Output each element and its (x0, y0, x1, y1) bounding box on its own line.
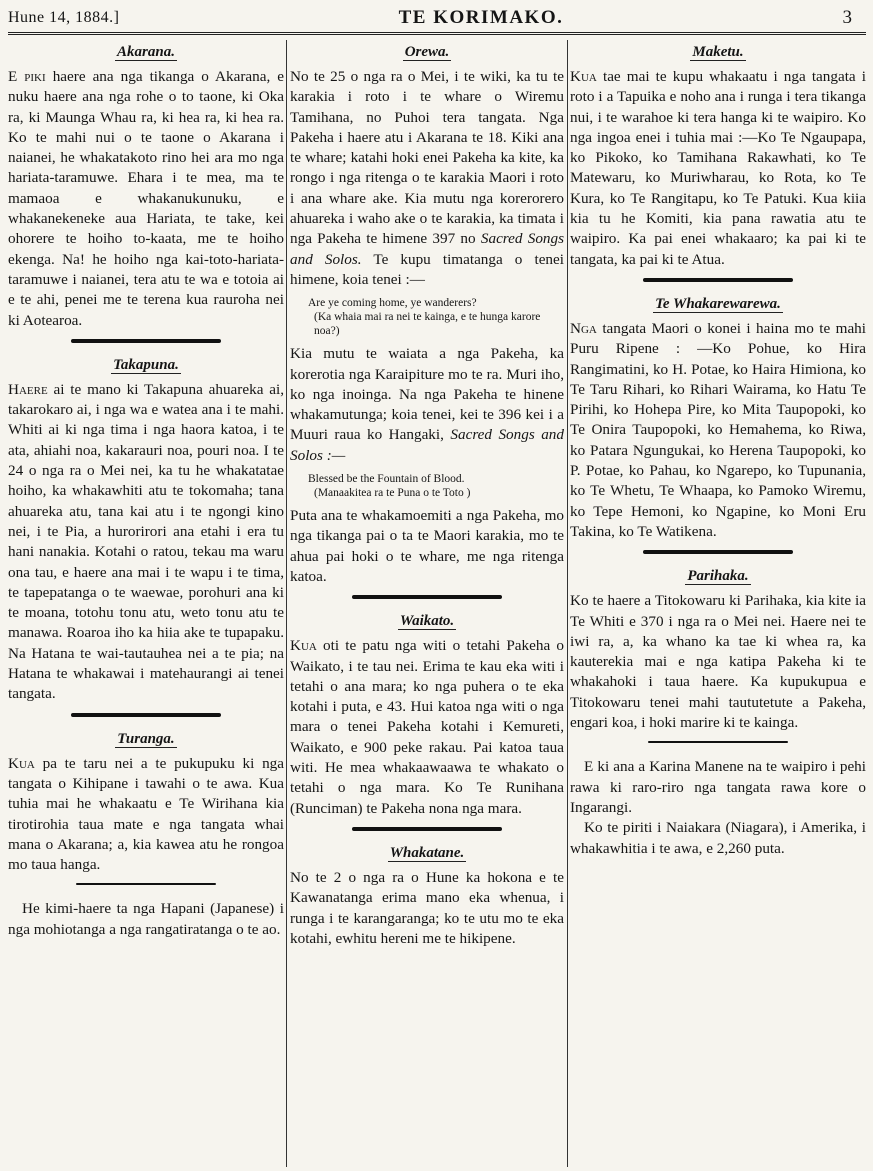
article-orewa-cont: Kia mutu te waiata a nga Pakeha, ka korerotia nga Karaipiture mo te ra. Muri iho, ko nga inoinga. Na nga Pakeha te hinene whakamutunga; koia tenei, kei te 396 kei i a Muuri raua ko Hangaki, Sacred Songs and Solos :— (290, 345, 564, 464)
section-divider (643, 550, 793, 554)
section-heading-orewa: Orewa. (404, 44, 450, 60)
article-whakatane: No te 2 o nga ra o Hune ka hokona e te Kawanatanga erima mano eka whenua, i runga i te karangaranga; ko te utu mo te eka kotahi, ewhitu hereni me te hikipene. (290, 868, 564, 947)
article-takapuna: Haere ai te mano ki Takapuna ahuareka ai, takarokaro ai, i nga wa e watea ana i te mahi. Whiti ai ki nga tima i nga haora katoa, i te ata, ahiahi noa, kakarauri noa, pouri noa. I te 24 o nga ra o Mei nei, ka tu he whakatatae hoiho, ka whakawhiti atu te tokomaha; tana ahuareka atu, tana kai atu i te ngongi kino nei, i te Pia, a hurorirori ana etahi i era tu hani nanakia. Kotahi o ratou, tekau ma waru ona tau, e haere ana mai i te wapu i te tima, te tapepatanga o te waewae, porohuri ana ki te moana, totohu tonu atu, weto tonu atu te manawa. Roaroa iho ka hiia ake te tupapaku. Na Hatana te wai-tautauhea nei a te pia; na Hatana te whakawai i matehaurangi ai tenei tangata. (8, 380, 284, 703)
article-parihaka: Ko te haere a Titokowaru ki Parihaka, kia kite ia Te Whiti e 370 i nga ra o Mei nei. Haere nei te iwi ra, a, ka whano ka tae ki whea ra, ka kauterekia mai e nga katipa Pakeha ki te whakahoki i taua haere. Ka kupukupua e Titokowaru tenei mahi taututetute a Pakeha, engari koa, i hoki marire ki te kainga. (570, 592, 866, 732)
section-divider (71, 339, 221, 343)
newspaper-title: TE KORIMAKO. (398, 7, 564, 28)
section-heading-whakarewarewa: Te Whakarewarewa. (655, 295, 781, 312)
section-divider (648, 741, 788, 743)
section-heading-akarana: Akarana. (117, 44, 175, 60)
column-2 (290, 40, 564, 1167)
page-number: 3 (842, 7, 852, 28)
hymn-quote-1: Are ye coming home, ye wanderers? (Ka whaia mai ra nei te kainga, e te hunga karore noa?) (308, 297, 541, 338)
section-divider (352, 827, 502, 831)
note-japanese: He kimi-haere ta nga Hapani (Japanese) i nga mohiotanga a nga rangatiratanga o te ao. (8, 900, 284, 938)
column-divider (286, 40, 287, 1167)
article-turanga: Kua pa te taru nei a te pukupuku ki nga tangata o Kihipane i tawahi o te awa. Kua tuhia mai he whakaatu e Te Wirihana kia tirotirohia taua mate e nga tangata whai mana o Akarana; a, kia kawea atu he rongoa mo taua hanga. (8, 754, 284, 874)
column-3 (570, 40, 866, 1167)
section-divider (76, 883, 216, 885)
section-heading-waikato: Waikato. (399, 613, 455, 630)
section-heading-whakatane: Whakatane. (389, 844, 465, 861)
masthead (8, 4, 866, 35)
section-heading-maketu: Maketu. (692, 44, 744, 60)
article-orewa-end: Puta ana te whakamoemiti a nga Pakeha, mo nga tikanga pai o ta te Maori karakia, mo te ahua pai hoki o te whare, me nga ritenga katoa. (290, 507, 564, 585)
note-niagara: Ko te piriti i Naiakara (Niagara), i Amerika, i whakawhitia i te awa, e 2,260 puta. (570, 819, 866, 857)
article-waikato: Kua oti te patu nga witi o tetahi Pakeha o Waikato, i te tau nei. Erima te kau eka witi i tetahi o ana mara; ko nga puhera o te eka kotahi i puta, e 43. Hui katoa nga witi o nga mara o tenei Pakeha kotahi i Kemureti, Waikato, e 900 peke rakau. Pai katoa taua witi. He mea whakaawaawa te whakato o tetahi o nga mara. Ko Te Runihana (Runciman) te Pakeha nona nga mara. (290, 637, 564, 817)
section-divider (71, 713, 221, 717)
note-waipiro: E ki ana a Karina Manene na te waipiro i pehi rawa ki raro-riro nga tangata rawa kore o Ingarangi. (570, 758, 866, 816)
article-akarana: E piki haere ana nga tikanga o Akarana, e nuku haere ana nga rohe o to taone, ki Oka ra, ki Maunga Whau ra, ki hea ra, ki hea ra. Ko te mahi nui o te taone o Akarana i naianei, he whakatakoto rino hei ara mo nga hariata-taramuwe. Ehara i te mea, ma te mamaoa e whakanukunuku, e whakanekeneke aua Hariata, te take, kei ohorere te hoiho to-kaata, me te hoiho ekenga. Na! he hoiho nga kai-toto-hariata-taramuwe i naianei, tera atu te wa e totoia ai e te ahi, penei me te terena kua rauroha nei ki Aotearoa. (8, 68, 284, 329)
column-1 (8, 40, 284, 1167)
section-heading-takapuna: Takapuna. (113, 356, 179, 373)
section-heading-turanga: Turanga. (117, 730, 175, 747)
section-heading-parihaka: Parihaka. (687, 568, 749, 585)
section-divider (352, 595, 502, 599)
article-whakarewarewa: Nga tangata Maori o konei i haina mo te mahi Puru Ripene : —Ko Pohue, ko Hira Rangimatini, ko H. Potae, ko Haira Himiona, ko Te Taru Rihari, ko Rihari Wairama, ko Hatu Te Pirihi, ko Hohepa Pire, ko Mita Taupopoki, ko Te Onira Taupopoki, ko Hemahema, ko Riwa, ko Patara Ngungukai, ko Herena Taupopoki, ko P. Potae, ko Pahau, ko Ngarepo, ko Tupunania, ko Te Whetu, Te Whaapa, ko Pamoko Wiremu, ko Tepe Hemoni, ko Ngapine, ko Moni Eru Takina, ko Te Watikena. (570, 319, 866, 540)
section-divider (643, 278, 793, 282)
hymn-quote-2: Blessed be the Fountain of Blood. (Manaakitea ra te Puna o te Toto ) (308, 473, 471, 500)
issue-date: Hune 14, 1884.] (8, 9, 120, 26)
article-orewa: No te 25 o nga ra o Mei, i te wiki, ka tu te karakia i roto i te whare o Wiremu Tamihana, no Puhoi tera tangata. Nga Pakeha i haere atu i Akarana te 18. Kiki ana te whare; katahi hoki enei Pakeha ka kite, ka rongo i nga ritenga o te karakia Maori i roto i ana whare ake. Kia mutu nga korerorero ahuareka i waho ake o te karakia, ka timata i nga Pakeha te himene 397 no Sacred Songs and Solos. Te kupu timatanga o tenei himene, koia tenei :— (290, 68, 564, 288)
article-maketu: Kua tae mai te kupu whakaatu i nga tangata i roto i a Tapuika e noho ana i runga i tera tikanga nui, i te warahoe ki tera hanga ki te waipiro. Ko nga ingoa enei i tuhia mai :—Ko Te Ngaupapa, ko Pikoko, ko Tamihana Rakawhati, ko Te Matewaru, ko Muriwharau, ko Rota, ko Te Kura, ko Te Rangitapu, ko Te Patuki. Kua kiia kia tu he Komiti, kia pana rawatia atu te waipiro. Ka pai enei whakaaro; ka pai ki te tangata, ka pai ki te Atua. (570, 68, 866, 268)
column-divider (567, 40, 568, 1167)
